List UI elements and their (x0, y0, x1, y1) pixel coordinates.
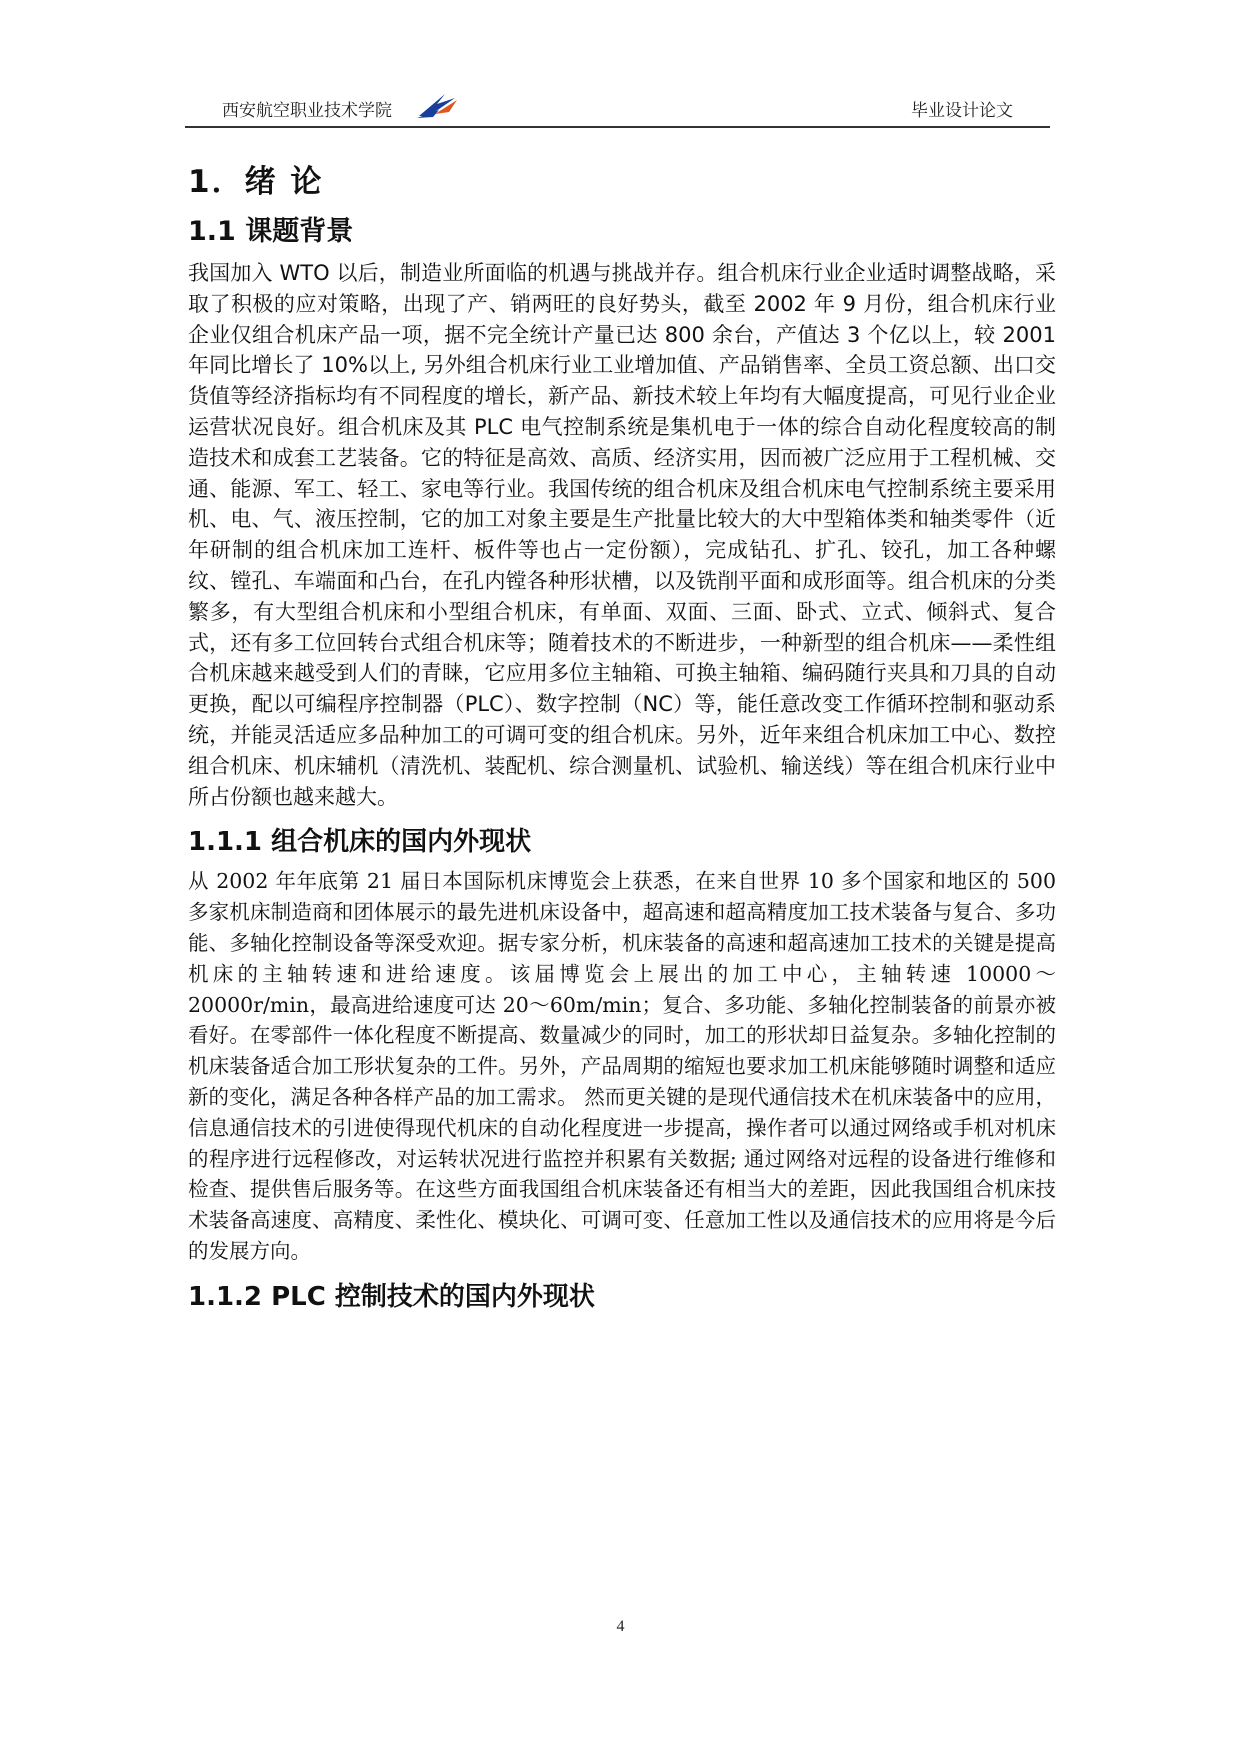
section-1-1-1-paragraph: 从 2002 年年底第 21 届日本国际机床博览会上获悉，在来自世界 10 多个国家和地区的 500 多家机床制造商和团体展示的最先进机床设备中，超高速和超高精度加工技术装备与复合、多功能、多轴化控制设备等深受欢迎。据专家分析，机床装备的高速和超高速加工技术的关键是提高机床的主轴转速和进给速度。该届博览会上展出的加工中心，主轴转速 10000～20000r/min，最高进给速度可达 20～60m/min；复合、多功能、多轴化控制装备的前景亦被看好。在零部件一体化程度不断提高、数量减少的同时，加工的形状却日益复杂。多轴化控制的机床装备适合加工形状复杂的工件。另外，产品周期的缩短也要求加工机床能够随时调整和适应新的变化，满足各种各样产品的加工需求。 然而更关键的是现代通信技术在机床装备中的应用，信息通信技术的引进使得现代机床的自动化程度进一步提高，操作者可以通过网络或手机对机床的程序进行远程修改，对运转状况进行监控并积累有关数据; 通过网络对远程的设备进行维修和检查、提供售后服务等。在这些方面我国组合机床装备还有相当大的差距，因此我国组合机床技术装备高速度、高精度、柔性化、模块化、可调可变、任意加工性以及通信技术的应用将是今后的发展方向。 (188, 869, 1056, 1263)
section-1-1-paragraph: 我国加入 WTO 以后，制造业所面临的机遇与挑战并存。组合机床行业企业适时调整战略，采取了积极的应对策略，出现了产、销两旺的良好势头，截至 2002 年 9 月份，组合机床行业企业仅组合机床产品一项，据不完全统计产量已达 800 余台，产值达 3 个亿以上，较 2001 年同比增长了 10%以上, 另外组合机床行业工业增加值、产品销售率、全员工资总额、出口交货值等经济指标均有不同程度的增长，新产品、新技术较上年均有大幅度提高，可见行业企业运营状况良好。组合机床及其 PLC 电气控制系统是集机电于一体的综合自动化程度较高的制造技术和成套工艺装备。它的特征是高效、高质、经济实用，因而被广泛应用于工程机械、交通、能源、军工、轻工、家电等行业。我国传统的组合机床及组合机床电气控制系统主要采用机、电、气、液压控制，它的加工对象主要是生产批量比较大的大中型箱体类和轴类零件（近年研制的组合机床加工连杆、板件等也占一定份额），完成钻孔、扩孔、铰孔，加工各种螺纹、镗孔、车端面和凸台，在孔内镗各种形状槽，以及铣削平面和成形面等。组合机床的分类繁多，有大型组合机床和小型组合机床，有单面、双面、三面、卧式、立式、倾斜式、复合式，还有多工位回转台式组合机床等；随着技术的不断进步，一种新型的组合机床——柔性组合机床越来越受到人们的青睐，它应用多位主轴箱、可换主轴箱、编码随行夹具和刀具的自动更换，配以可编程序控制器（PLC）、数字控制（NC）等，能任意改变工作循环控制和驱动系统，并能灵活适应多品种加工的可调可变的组合机床。另外，近年来组合机床加工中心、数控组合机床、机床辅机（清洗机、装配机、综合测量机、试验机、输送线）等在组合机床行业中所占份额也越来越大。 (188, 261, 1056, 809)
page-header (185, 90, 1050, 128)
page-content (188, 160, 1056, 1321)
page-number: 4 (616, 1618, 625, 1635)
section-title-1-1: 1.1 课题背景 (188, 216, 354, 247)
section-title-1-1-1: 1.1.1 组合机床的国内外现状 (188, 827, 532, 858)
header-document-type: 毕业设计论文 (911, 101, 1013, 121)
chapter-title: 1．绪 论 (188, 164, 324, 200)
header-school-name: 西安航空职业技术学院 (222, 101, 392, 121)
section-title-1-1-2: 1.1.2 PLC 控制技术的国内外现状 (188, 1281, 595, 1312)
school-logo-icon (415, 90, 461, 120)
